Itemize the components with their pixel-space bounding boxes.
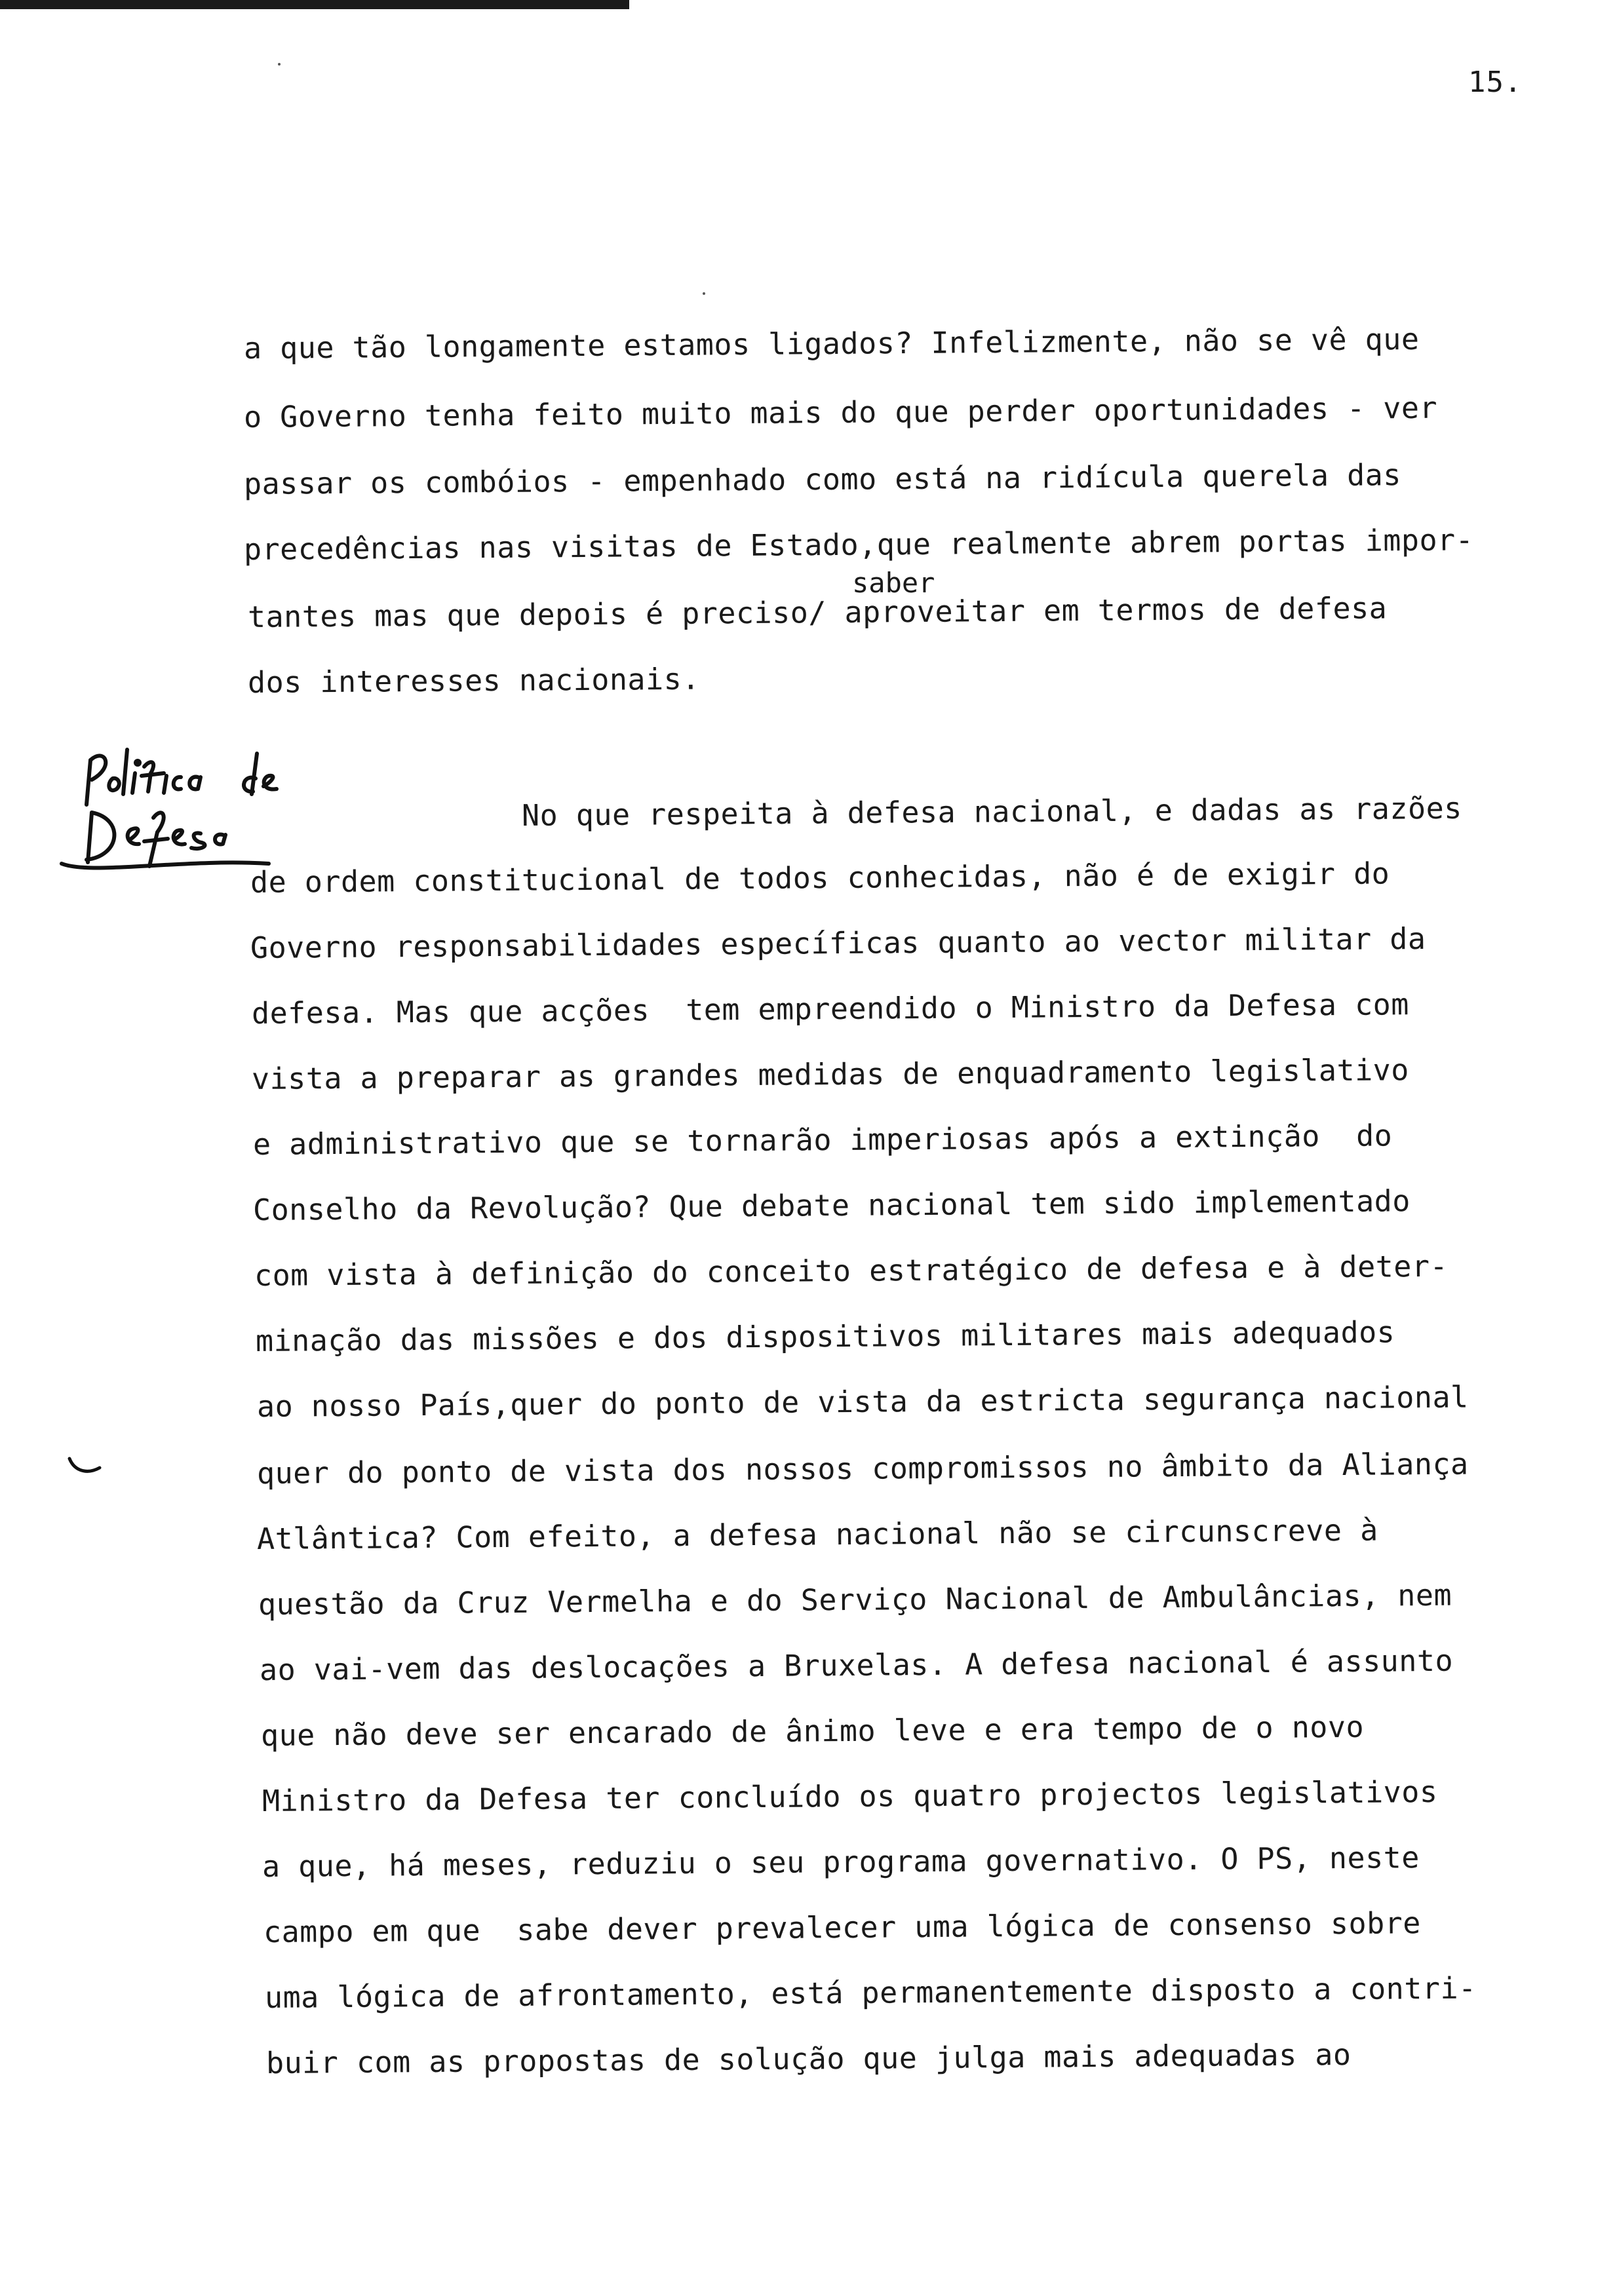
text-line: ao nosso País,quer do ponto de vista da estricta segurança nacional — [256, 1379, 1469, 1424]
text-line: defesa. Mas que acções tem empreendido o Ministro da Defesa com — [251, 987, 1410, 1031]
text-line: quer do ponto de vista dos nossos compromissos no âmbito da Aliança — [256, 1446, 1469, 1491]
text-line: tantes mas que depois é preciso/ aproveitar em termos de defesa — [247, 590, 1388, 634]
text-line: com vista à definição do conceito estratégico de defesa e à deter- — [254, 1248, 1449, 1293]
page-number: 15. — [1468, 66, 1523, 99]
text-line: Atlântica? Com efeito, a defesa nacional não se circunscreve à — [256, 1512, 1378, 1556]
text-line: Governo responsabilidades específicas quanto ao vector militar da — [250, 921, 1426, 965]
text-line: Ministro da Defesa ter concluído os quatro projectos legislativos — [262, 1774, 1438, 1818]
text-line: que não deve ser encarado de ânimo leve e era tempo de o novo — [260, 1709, 1365, 1753]
text-line: minação das missões e dos dispositivos militares mais adequados — [255, 1314, 1395, 1358]
text-line: questão da Cruz Vermelha e do Serviço Nacional de Ambulâncias, nem — [258, 1577, 1452, 1622]
margin-tick-mark — [66, 1455, 105, 1481]
text-line: vista a preparar as grandes medidas de enquadramento legislativo — [251, 1052, 1410, 1096]
text-line: uma lógica de afrontamento, está permanentemente disposto a contri- — [264, 1970, 1477, 2015]
text-line: buir com as propostas de solução que julga mais adequadas ao — [265, 2037, 1352, 2080]
text-line: a que tão longamente estamos ligados? Infelizmente, não se vê que — [243, 321, 1420, 366]
text-line: a que, há meses, reduziu o seu programa governativo. O PS, neste — [262, 1840, 1420, 1884]
text-line: ao vai-vem das deslocações a Bruxelas. A defesa nacional é assunto — [259, 1643, 1454, 1687]
top-rule — [0, 0, 629, 9]
interlinear-insertion: saber — [852, 567, 935, 599]
scan-speck — [703, 292, 705, 295]
scan-speck — [278, 63, 281, 66]
text-line: precedências nas visitas de Estado,que realmente abrem portas impor- — [243, 522, 1474, 567]
text-line: campo em que sabe dever prevalecer uma lógica de consenso sobre — [263, 1905, 1422, 1949]
text-line: No que respeita à defesa nacional, e dadas as razões — [521, 790, 1462, 833]
text-line: passar os combóios - empenhado como está na ridícula querela das — [243, 457, 1402, 501]
text-line: e administrativo que se tornarão imperiosas após a extinção do — [252, 1118, 1393, 1162]
text-line: dos interesses nacionais. — [247, 661, 700, 700]
text-line: de ordem constitucional de todos conhecidas, não é de exigir do — [250, 856, 1390, 900]
text-line: Conselho da Revolução? Que debate nacional tem sido implementado — [252, 1183, 1411, 1227]
text-line: o Governo tenha feito muito mais do que perder oportunidades - ver — [243, 390, 1438, 434]
